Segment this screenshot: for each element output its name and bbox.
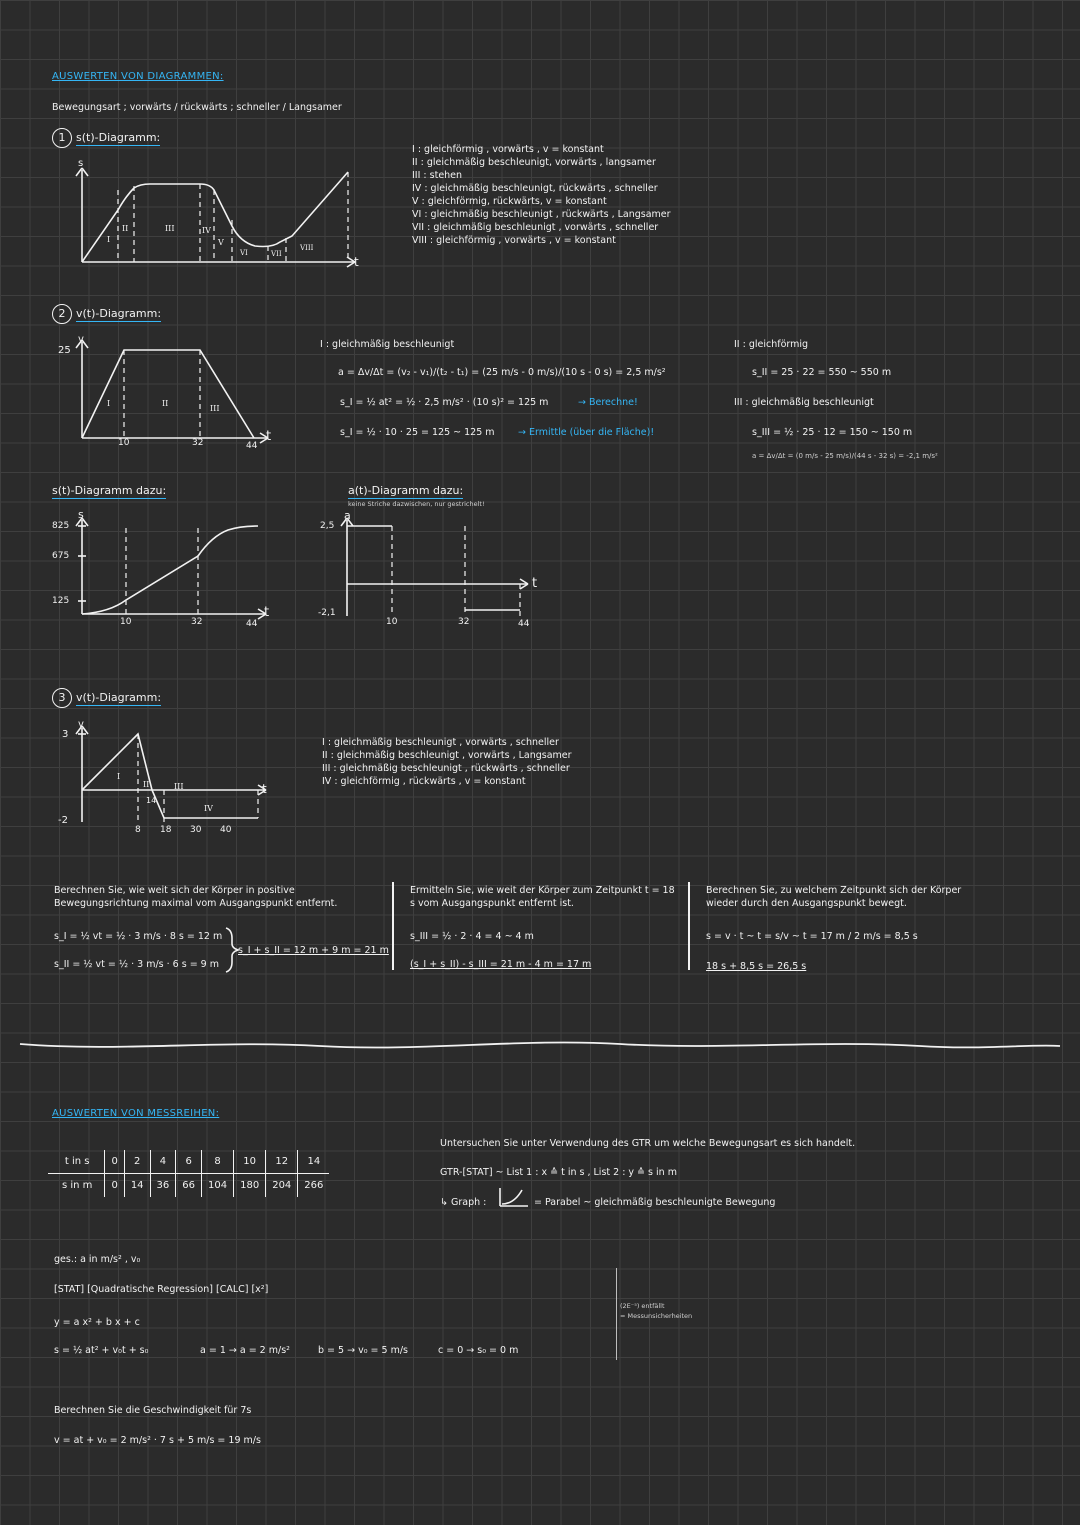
table-cell: 180 — [234, 1174, 266, 1198]
gtr-graph-result: = Parabel ~ gleichmäßig beschleunigte Bewegung — [534, 1197, 776, 1208]
side-separator — [616, 1268, 617, 1360]
d2s-curve — [82, 526, 258, 614]
d1-desc-3: III : stehen — [412, 170, 463, 181]
parabola-graph-icon — [500, 1188, 528, 1206]
diagram2-number: 2 — [52, 304, 72, 324]
d3-curve — [82, 734, 258, 818]
d2-right-s3: s_III = ½ · 25 · 12 = 150 ~ 150 m — [752, 427, 913, 438]
d2-calc-s1-area: s_I = ½ · 10 · 25 = 125 ~ 125 m — [340, 427, 495, 438]
d2-trapez — [82, 350, 254, 438]
gtr-task: Untersuchen Sie unter Verwendung des GTR um welche Bewegungsart es sich handelt. — [440, 1138, 856, 1149]
d1-phase-5: V — [218, 238, 224, 247]
d1-phase-1: I — [107, 235, 111, 244]
table-cell: 10 — [234, 1150, 266, 1174]
d3-axis-y: v — [78, 719, 84, 730]
table-cell: 14 — [298, 1150, 330, 1174]
d1-desc-6: VI : gleichmäßig beschleunigt , rückwärts , Langsamer — [412, 209, 671, 220]
row-label-t: t in s — [48, 1150, 105, 1174]
d2s-axis-x: t — [264, 605, 270, 620]
section-title-messreihen: AUSWERTEN VON MESSREIHEN: — [52, 1108, 220, 1119]
d2-calc-ermittle: → Ermittle (über die Fläche)! — [518, 427, 655, 438]
table-row — [48, 1174, 329, 1198]
section-subtitle: Bewegungsart ; vorwärts / rückwärts ; schneller / Langsamer — [52, 102, 342, 113]
diagram1-title: s(t)-Diagramm: — [76, 131, 161, 144]
d3-x-tick-40: 40 — [220, 825, 232, 835]
d3-phase-3: III — [174, 782, 184, 791]
d3-desc-4: IV : gleichförmig , rückwärts , v = konstant — [322, 776, 526, 787]
d1-desc-8: VIII : gleichförmig , vorwärts , v = konstant — [412, 235, 616, 246]
task2-question: Ermitteln Sie, wie weit der Körper zum Zeitpunkt t = 18 s vom Ausgangspunkt entfernt ist. — [410, 885, 675, 909]
diagram2-title: v(t)-Diagramm: — [76, 307, 162, 320]
diagram2a-title: a(t)-Diagramm dazu: — [348, 484, 464, 497]
table-cell: 2 — [124, 1150, 150, 1174]
d2s-axis-y: s — [78, 508, 84, 521]
task1-brace — [226, 928, 238, 972]
d2-calc-accel: a = Δv/Δt = (v₂ - v₁)/(t₂ - t₁) = (25 m/s - 0 m/s)/(10 s - 0 s) = 2,5 m/s² — [338, 367, 666, 378]
d3-desc-1: I : gleichmäßig beschleunigt , vorwärts , schneller — [322, 737, 559, 748]
diagram2a-note: keine Striche dazwischen, nur gestrichelt! — [348, 500, 485, 508]
d2s-y-tick-675: 675 — [52, 551, 70, 561]
d2a-axis-x: t — [532, 576, 538, 591]
formula-general: y = a x² + b x + c — [54, 1317, 140, 1328]
task3-line1: s = v · t ~ t = s/v ~ t = 17 m / 2 m/s = 8,5 s — [706, 931, 918, 942]
d1-desc-4: IV : gleichmäßig beschleunigt, rückwärts , schneller — [412, 183, 658, 194]
d3-phase-4: IV — [204, 804, 213, 813]
d3-x-tick-18: 18 — [160, 825, 172, 835]
task3-question: Berechnen Sie, zu welchem Zeitpunkt sich der Körper wieder durch den Ausgangspunkt bewegt. — [706, 885, 962, 909]
task1-line1: s_I = ½ vt = ½ · 3 m/s · 8 s = 12 m — [54, 931, 223, 942]
speed-task: Berechnen Sie die Geschwindigkeit für 7s — [54, 1405, 252, 1416]
measurement-table — [48, 1150, 329, 1197]
d2s-y-tick-125: 125 — [52, 596, 70, 606]
table-cell: 14 — [124, 1174, 150, 1198]
side-note-1: (2E⁻⁵) entfällt — [620, 1302, 665, 1310]
d2-x-tick-10: 10 — [118, 438, 130, 448]
d2-right-heading-3: III : gleichmäßig beschleunigt — [734, 397, 874, 408]
task1-result: s_I + s_II = 12 m + 9 m = 21 m — [238, 945, 389, 956]
d2-axis-x: t — [266, 429, 272, 444]
d2a-y-tick-neg: -2,1 — [318, 608, 336, 618]
diagram1-number: 1 — [52, 128, 72, 148]
task-separator-1 — [392, 882, 394, 970]
task3-result: 18 s + 8,5 s = 26,5 s — [706, 961, 807, 972]
d2s-x-tick-44: 44 — [246, 619, 258, 629]
d1-phase-7: VII — [271, 250, 282, 258]
d1-axis-x-label: t — [354, 255, 359, 269]
side-note-2: = Messunsicherheiten — [620, 1312, 693, 1320]
task-separator-2 — [688, 882, 690, 970]
d2-calc-s1-formula: s_I = ½ at² = ½ · 2,5 m/s² · (10 s)² = 125 m — [340, 397, 549, 408]
d3-phase-1: I — [117, 772, 121, 781]
d2-x-tick-32: 32 — [192, 438, 204, 448]
d3-descriptions — [322, 736, 572, 788]
d3-x-tick-14: 14 — [146, 796, 157, 805]
d2-right-heading-2: II : gleichförmig — [734, 339, 809, 350]
d3-desc-2: II : gleichmäßig beschleunigt , vorwärts , Langsamer — [322, 750, 572, 761]
result-c: c = 0 → s₀ = 0 m — [438, 1345, 519, 1356]
table-cell: 266 — [304, 1180, 324, 1191]
task2-result: (s_I + s_II) - s_III = 21 m - 4 m = 17 m — [410, 959, 592, 970]
table-cell: 4 — [150, 1150, 176, 1174]
task1-question: Berechnen Sie, wie weit sich der Körper in positive Bewegungsrichtung maximal vom Ausgangspunkt entfernt. — [54, 885, 338, 909]
task2-line1: s_III = ½ · 2 · 4 = 4 ~ 4 m — [410, 931, 534, 942]
gtr-steps: GTR-[STAT] ~ List 1 : x ≙ t in s , List 2 : y ≙ s in m — [440, 1167, 677, 1178]
diagram2a-heading — [348, 484, 463, 497]
speed-calc: v = at + v₀ = 2 m/s² · 7 s + 5 m/s = 19 m/s — [54, 1435, 261, 1446]
table-cell: 204 — [266, 1174, 298, 1198]
diagram2s-title: s(t)-Diagramm dazu: — [52, 484, 167, 497]
given-values: ges.: a in m/s² , v₀ — [54, 1254, 141, 1265]
d2-axis-y: v — [78, 334, 84, 345]
d1-phase-6: VI — [240, 249, 248, 257]
section-title-diagramme: AUSWERTEN VON DIAGRAMMEN: — [52, 71, 224, 82]
d2a-x-tick-44: 44 — [518, 619, 530, 629]
d3-y-tick-neg: -2 — [58, 815, 68, 826]
d1-axis-y-label: s — [78, 158, 84, 169]
d1-phase-3: III — [165, 224, 175, 233]
d2s-y-tick-825: 825 — [52, 521, 70, 531]
d1-desc-2: II : gleichmäßig beschleunigt, vorwärts , langsamer — [412, 157, 656, 168]
diagram2-heading — [52, 304, 161, 324]
d2-calc-berechne: → Berechne! — [578, 397, 638, 408]
d3-desc-3: III : gleichmäßig beschleunigt , rückwärts , schneller — [322, 763, 570, 774]
row-label-s: s in m — [48, 1174, 105, 1198]
d1-phase-4: IV — [202, 226, 211, 235]
diagram2a-chart — [341, 518, 528, 616]
d2-right-s2: s_II = 25 · 22 = 550 ~ 550 m — [752, 367, 892, 378]
d2a-axis-y: a — [344, 509, 351, 522]
table-cell: 8 — [202, 1150, 234, 1174]
diagram3-chart — [76, 726, 266, 824]
d2-x-tick-44: 44 — [246, 441, 258, 451]
d3-x-tick-8: 8 — [135, 825, 141, 835]
gtr-graph-prefix: ↳ Graph : — [440, 1197, 487, 1208]
result-a: a = 1 → a = 2 m/s² — [200, 1345, 290, 1356]
diagram2-chart — [76, 340, 268, 443]
d1-desc-5: V : gleichförmig, rückwärts, v = konstant — [412, 196, 607, 207]
d3-y-tick-3: 3 — [62, 729, 69, 740]
d1-phase-2: II — [122, 224, 129, 233]
d2-y-tick: 25 — [58, 345, 71, 356]
gtr-keys: [STAT] [Quadratische Regression] [CALC] [x²] — [54, 1284, 269, 1295]
d3-axis-x: t — [262, 782, 267, 796]
d3-x-tick-30: 30 — [190, 825, 202, 835]
d2-right-accel: a = Δv/Δt = (0 m/s - 25 m/s)/(44 s - 32 s) = -2,1 m/s² — [752, 452, 938, 460]
diagram2s-heading — [52, 484, 166, 497]
table-row — [48, 1150, 329, 1174]
table-cell: 104 — [202, 1174, 234, 1198]
d1-descriptions — [412, 143, 671, 247]
diagram3-heading — [52, 688, 161, 708]
d1-phase-8: VIII — [300, 244, 314, 252]
table-cell: 12 — [266, 1150, 298, 1174]
table-cell: 0 — [105, 1174, 124, 1198]
d2s-x-tick-10: 10 — [120, 617, 132, 627]
d2a-x-tick-32: 32 — [458, 617, 470, 627]
diagram2s-chart — [76, 518, 266, 619]
table-cell: 66 — [176, 1174, 202, 1198]
task1-line2: s_II = ½ vt = ½ · 3 m/s · 6 s = 9 m — [54, 959, 220, 970]
diagram3-number: 3 — [52, 688, 72, 708]
d2s-x-tick-32: 32 — [191, 617, 203, 627]
d2-phase-3: III — [210, 404, 220, 413]
table-cell: 6 — [176, 1150, 202, 1174]
d2-phase-1: I — [107, 399, 111, 408]
table-cell: 0 — [105, 1150, 124, 1174]
result-b: b = 5 → v₀ = 5 m/s — [318, 1345, 408, 1356]
d2-calc-heading: I : gleichmäßig beschleunigt — [320, 339, 455, 350]
section-divider-wave — [20, 1042, 1060, 1047]
d1-desc-1: I : gleichförmig , vorwärts , v = konstant — [412, 144, 604, 155]
table-cell: 36 — [150, 1174, 176, 1198]
d2a-y-tick-pos: 2,5 — [320, 521, 335, 531]
d2-phase-2: II — [162, 399, 169, 408]
diagram3-title: v(t)-Diagramm: — [76, 691, 162, 704]
d1-desc-7: VII : gleichmäßig beschleunigt , vorwärts , schneller — [412, 222, 659, 233]
formula-physics: s = ½ at² + v₀t + s₀ — [54, 1345, 149, 1356]
d3-phase-2: II — [143, 780, 150, 789]
d2a-x-tick-10: 10 — [386, 617, 398, 627]
